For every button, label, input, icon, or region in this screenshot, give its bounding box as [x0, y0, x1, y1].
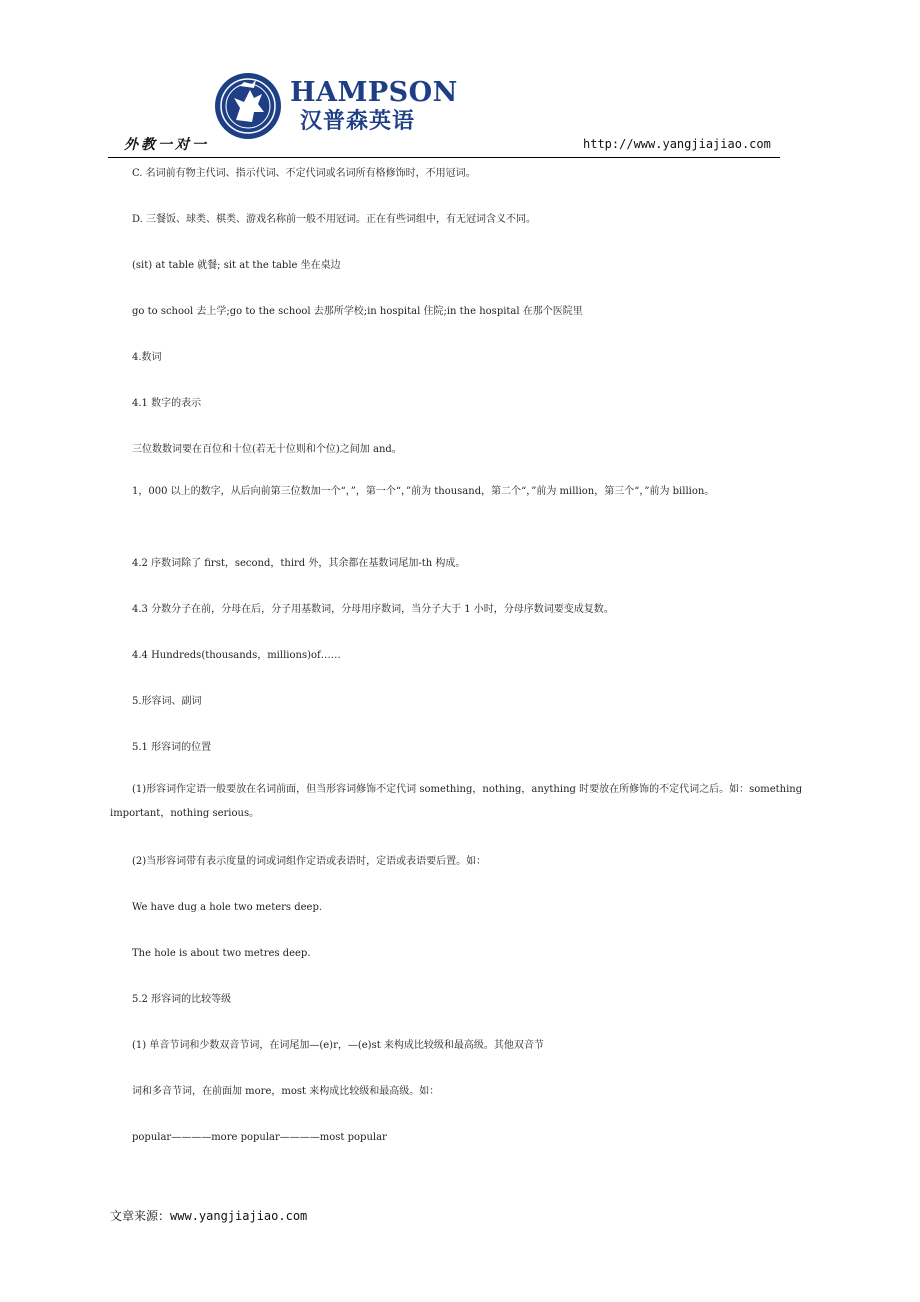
example-sentence: The hole is about two metres deep. — [132, 948, 311, 959]
footer-source-url[interactable]: www.yangjiajiao.com — [170, 1209, 308, 1223]
paragraph: 1，000 以上的数字，从后向前第三位数加一个“，”，第一个“，”前为 thousand，第二个“，”前为 million，第三个“，”前为 billion。 — [132, 486, 715, 497]
paragraph: (sit) at table 就餐; sit at the table 坐在桌边 — [132, 260, 341, 271]
brand-chinese-name: 汉普森英语 — [300, 109, 416, 134]
paragraph: 三位数数词要在百位和十位(若无十位则和个位)之间加 and。 — [132, 444, 402, 455]
paragraph: C. 名词前有物主代词、指示代词、不定代词或名词所有格修饰时，不用冠词。 — [132, 168, 476, 179]
paragraph: 4.4 Hundreds(thousands，millions)of…… — [132, 650, 341, 661]
pegasus-logo-icon — [214, 68, 282, 142]
page-footer — [110, 1207, 307, 1224]
example-sentence: We have dug a hole two meters deep. — [132, 902, 323, 913]
footer-source-label: 文章来源： — [110, 1209, 171, 1223]
section-heading: 4.数词 — [132, 352, 162, 363]
subsection-heading: 4.1 数字的表示 — [132, 398, 202, 409]
paragraph: 4.3 分数分子在前，分母在后，分子用基数词，分母用序数词，当分子大于 1 小时，分母序数词要变成复数。 — [132, 604, 614, 615]
header-divider — [108, 157, 780, 158]
paragraph: (2)当形容词带有表示度量的词或词组作定语或表语时，定语或表语要后置。如： — [132, 856, 487, 867]
subsection-heading: 5.1 形容词的位置 — [132, 742, 212, 753]
subsection-heading: 5.2 形容词的比较等级 — [132, 994, 232, 1005]
paragraph: D. 三餐饭、球类、棋类、游戏名称前一般不用冠词。正在有些词组中，有无冠词含义不同。 — [132, 214, 537, 225]
example-sentence: popular————more popular————most popular — [132, 1132, 387, 1143]
paragraph: 4.2 序数词除了 first，second，third 外，其余都在基数词尾加-th 构成。 — [132, 558, 466, 569]
paragraph: 词和多音节词，在前面加 more，most 来构成比较级和最高级。如： — [132, 1086, 440, 1097]
tagline: 外教一对一 — [124, 137, 209, 153]
page-header — [0, 0, 920, 162]
paragraph: go to school 去上学;go to the school 去那所学校;in hospital 住院;in the hospital 在那个医院里 — [132, 306, 583, 317]
brand-name: HAMPSON — [290, 77, 458, 108]
section-heading: 5.形容词、副词 — [132, 696, 202, 707]
header-url[interactable]: http://www.yangjiajiao.com — [583, 137, 771, 151]
paragraph: (1)形容词作定语一般要放在名词前面，但当形容词修饰不定代词 something，nothing，anything 时要放在所修饰的不定代词之后。如：something important，nothing serious。 — [110, 784, 803, 819]
paragraph: (1) 单音节词和少数双音节词，在词尾加—(e)r，—(e)st 来构成比较级和最高级。其他双音节 — [132, 1040, 544, 1051]
